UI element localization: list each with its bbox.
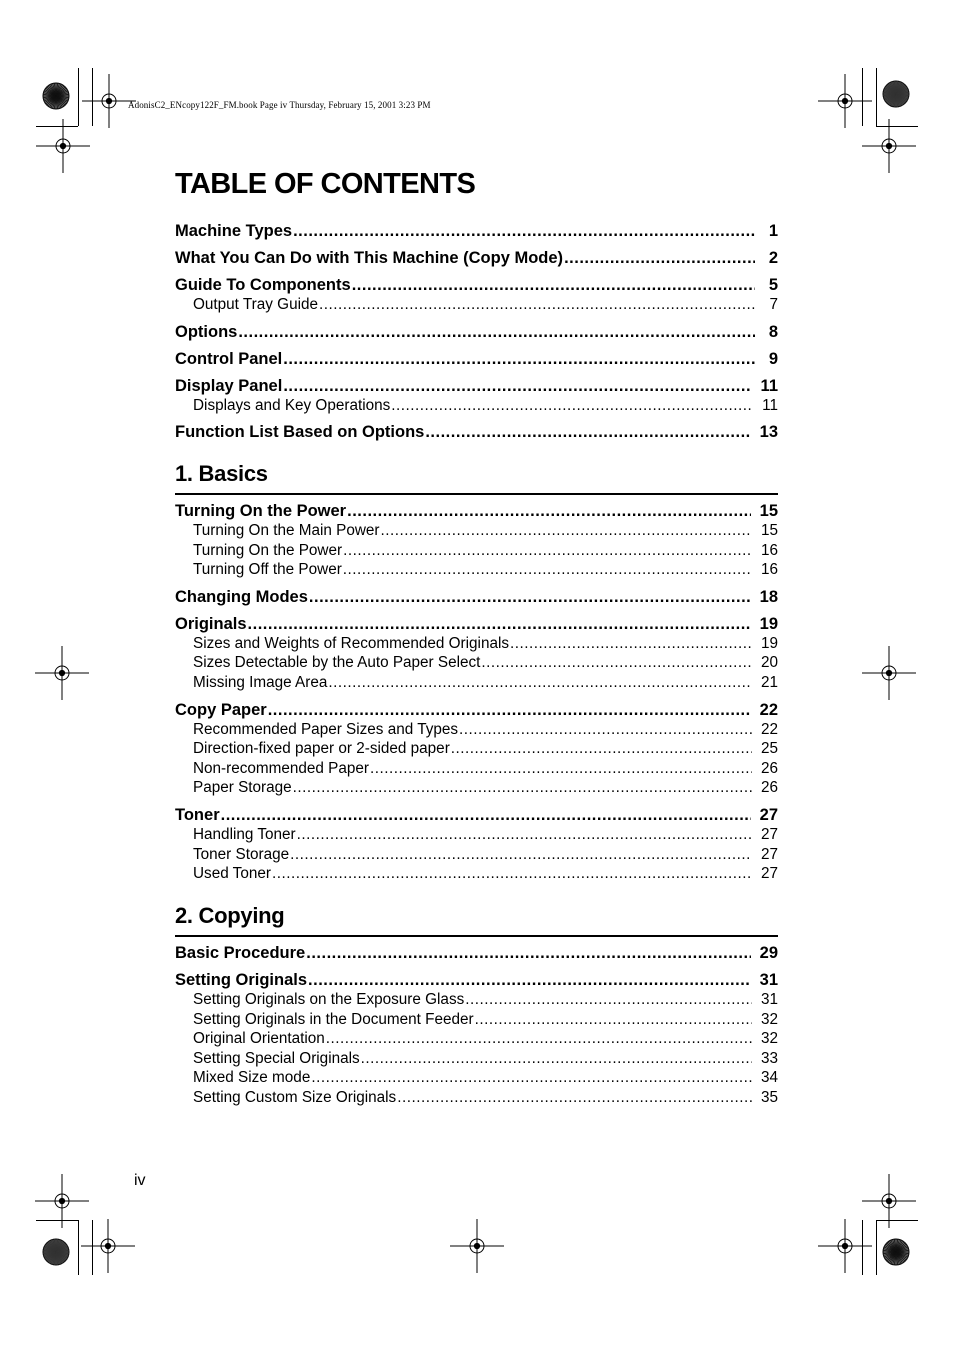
toc-entry-title: Non-recommended Paper: [193, 759, 370, 777]
toc-subentry[interactable]: [175, 561, 778, 581]
toc-entry[interactable]: [175, 377, 778, 397]
toc-subentry[interactable]: [175, 865, 778, 885]
page-number: iv: [134, 1172, 146, 1189]
toc-entry-title: Used Toner: [193, 865, 271, 883]
toc-entry-title: Handling Toner: [193, 825, 296, 843]
toc-entry-title: Sizes and Weights of Recommended Originals: [193, 634, 510, 652]
toc-entry-title: Display Panel: [175, 376, 283, 395]
toc-page-number: 27: [760, 865, 778, 883]
dot-leader: [306, 944, 750, 963]
toc-entry-title: Turning Off the Power: [193, 561, 342, 579]
dot-leader: [564, 249, 755, 268]
toc-page-number: 7: [769, 296, 778, 313]
trim-line: [78, 68, 79, 126]
toc-subentry[interactable]: [175, 296, 778, 316]
toc-chapter-copying: [175, 944, 778, 1109]
crosshair-mark-icon: [862, 646, 916, 700]
dot-leader: [343, 542, 752, 560]
trim-line: [862, 1220, 863, 1275]
color-target-icon: [882, 1238, 910, 1266]
toc-subentry[interactable]: [175, 1011, 778, 1031]
toc-subentry[interactable]: [175, 542, 778, 562]
toc-subentry[interactable]: [175, 397, 778, 417]
toc-page-number: 11: [760, 376, 778, 395]
toc-entry[interactable]: [175, 701, 778, 721]
toc-subentry[interactable]: [175, 635, 778, 655]
toc-entry[interactable]: [175, 615, 778, 635]
chapter-title: 1. Basics: [175, 461, 268, 486]
toc-entry-title: Function List Based on Options: [175, 423, 425, 442]
dot-leader: [297, 826, 752, 844]
toc-entry-title: Machine Types: [175, 222, 293, 240]
toc-page-number: 33: [760, 1049, 778, 1067]
toc-page-number: 34: [760, 1069, 778, 1087]
toc-page-number: 16: [760, 541, 778, 559]
toc-subentry[interactable]: [175, 1050, 778, 1070]
dot-leader: [481, 654, 752, 672]
toc-entry-title: Mixed Size mode: [193, 1069, 311, 1087]
toc-subentry[interactable]: [175, 721, 778, 741]
toc-page-number: 8: [768, 322, 778, 341]
toc-page-number: 31: [760, 991, 778, 1008]
dot-leader: [238, 323, 755, 342]
dot-leader: [510, 635, 752, 653]
toc-subentry[interactable]: [175, 522, 778, 542]
toc-entry[interactable]: [175, 249, 778, 269]
toc-entry-title: Recommended Paper Sizes and Types: [193, 720, 459, 738]
toc-page-number: 1: [768, 222, 778, 240]
toc-subentry[interactable]: [175, 779, 778, 799]
chapter-heading-basics: [175, 461, 778, 495]
toc-entry[interactable]: [175, 806, 778, 826]
dot-leader: [290, 846, 752, 864]
toc-subentry[interactable]: [175, 654, 778, 674]
dot-leader: [391, 397, 753, 415]
trim-line: [78, 1220, 79, 1275]
crosshair-mark-icon: [36, 119, 90, 173]
toc-entry[interactable]: [175, 944, 778, 964]
dot-leader: [272, 865, 752, 883]
dot-leader: [347, 502, 751, 521]
dot-leader: [352, 276, 755, 295]
toc-entry[interactable]: [175, 350, 778, 370]
toc-entry-title: Paper Storage: [193, 779, 292, 797]
toc-page-number: 32: [760, 1010, 778, 1028]
toc-chapter-basics: [175, 502, 778, 885]
toc-entry-title: Direction-fixed paper or 2-sided paper: [193, 740, 450, 758]
trim-line: [36, 126, 78, 127]
toc-subentry[interactable]: [175, 1089, 778, 1109]
dot-leader: [459, 721, 752, 739]
toc-entry[interactable]: [175, 276, 778, 296]
toc-entry-title: What You Can Do with This Machine (Copy Mode): [175, 249, 564, 267]
toc-subentry[interactable]: [175, 674, 778, 694]
trim-line: [876, 1220, 877, 1275]
toc-page-number: 35: [760, 1088, 778, 1106]
toc-entry-title: Turning On the Power: [175, 502, 347, 520]
dot-leader: [308, 971, 751, 990]
toc-page-number: 27: [759, 805, 778, 824]
dot-leader: [221, 806, 751, 825]
trim-line: [92, 1220, 93, 1275]
toc-page-number: 15: [759, 502, 778, 520]
toc-entry-title: Basic Procedure: [175, 944, 306, 962]
toc-page-number: 18: [759, 587, 778, 606]
crosshair-mark-icon: [81, 1219, 135, 1273]
toc-entry[interactable]: [175, 222, 778, 242]
page-title: TABLE OF CONTENTS: [175, 168, 476, 200]
toc-entry-title: Setting Special Originals: [193, 1049, 360, 1067]
toc-page-number: 32: [760, 1030, 778, 1048]
dot-leader: [326, 1030, 752, 1048]
toc-subentry[interactable]: [175, 846, 778, 866]
dot-leader: [283, 350, 755, 369]
dot-leader: [293, 222, 755, 241]
toc-entry-title: Control Panel: [175, 349, 283, 368]
toc-entry-title: Setting Originals in the Document Feeder: [193, 1010, 474, 1028]
dot-leader: [425, 423, 750, 442]
dot-leader: [283, 377, 751, 396]
toc-page-number: 11: [762, 396, 778, 414]
toc-entry-title: Changing Modes: [175, 587, 308, 606]
toc-page-number: 16: [760, 561, 778, 579]
toc-entry-title: Output Tray Guide: [193, 296, 318, 313]
dot-leader: [309, 588, 751, 607]
dot-leader: [311, 1069, 752, 1087]
toc-page-number: 19: [759, 614, 778, 633]
toc-entry[interactable]: [175, 323, 778, 343]
crosshair-mark-icon: [862, 119, 916, 173]
toc-entry-title: Setting Originals on the Exposure Glass: [193, 991, 465, 1008]
chapter-heading-copying: [175, 903, 778, 937]
toc-page-number: 2: [768, 249, 778, 267]
toc-page-number: 25: [760, 740, 778, 758]
toc-entry-title: Guide To Components: [175, 276, 351, 294]
dot-leader: [370, 760, 752, 778]
toc-entry-title: Toner Storage: [193, 845, 290, 863]
trim-line: [876, 68, 877, 126]
color-target-icon: [882, 80, 910, 108]
toc-subentry[interactable]: [175, 991, 778, 1011]
toc-page-number: 20: [760, 654, 778, 672]
trim-line: [862, 68, 863, 126]
toc-entry-title: Copy Paper: [175, 700, 267, 719]
trim-line: [876, 1220, 918, 1221]
toc-subentry[interactable]: [175, 826, 778, 846]
toc-page-number: 5: [768, 276, 778, 294]
toc-entry[interactable]: [175, 971, 778, 991]
toc-page-number: 9: [768, 349, 778, 368]
toc-front-matter: [175, 222, 778, 443]
toc-entry-title: Setting Originals: [175, 971, 308, 989]
toc-entry[interactable]: [175, 423, 778, 443]
crosshair-mark-icon: [450, 1219, 504, 1273]
toc-page-number: 27: [760, 845, 778, 863]
toc-page-number: 27: [760, 825, 778, 843]
trim-line: [36, 1220, 78, 1221]
color-target-icon: [42, 1238, 70, 1266]
trim-line: [92, 68, 93, 126]
toc-subentry[interactable]: [175, 740, 778, 760]
print-header: AdonisC2_ENcopy122F_FM.book Page iv Thursday, February 15, 2001 3:23 PM: [128, 100, 431, 110]
toc-page-number: 31: [759, 971, 778, 989]
dot-leader: [328, 674, 752, 692]
toc-subentry[interactable]: [175, 1030, 778, 1050]
dot-leader: [319, 296, 755, 314]
dot-leader: [343, 561, 752, 579]
dot-leader: [380, 522, 752, 540]
toc-entry-title: Options: [175, 322, 238, 341]
toc-entry[interactable]: [175, 502, 778, 522]
chapter-title: 2. Copying: [175, 903, 285, 928]
toc-page-number: 15: [760, 522, 778, 539]
toc-page-number: 22: [760, 720, 778, 738]
toc-entry[interactable]: [175, 588, 778, 608]
toc-subentry[interactable]: [175, 760, 778, 780]
toc-page-number: 26: [760, 779, 778, 797]
dot-leader: [268, 701, 751, 720]
toc-subentry[interactable]: [175, 1069, 778, 1089]
dot-leader: [248, 615, 751, 634]
toc-entry-title: Turning On the Power: [193, 541, 343, 559]
crosshair-mark-icon: [818, 1219, 872, 1273]
dot-leader: [293, 779, 752, 797]
dot-leader: [465, 991, 752, 1009]
toc-entry-title: Missing Image Area: [193, 673, 328, 691]
dot-leader: [397, 1089, 752, 1107]
dot-leader: [475, 1011, 752, 1029]
toc-entry-title: Setting Custom Size Originals: [193, 1088, 397, 1106]
dot-leader: [451, 740, 752, 758]
toc-entry-title: Originals: [175, 614, 247, 633]
toc-entry-title: Original Orientation: [193, 1030, 325, 1048]
toc-entry-title: Displays and Key Operations: [193, 396, 391, 414]
dot-leader: [361, 1050, 752, 1068]
trim-line: [876, 126, 918, 127]
toc-page-number: 19: [760, 634, 778, 652]
toc-entry-title: Sizes Detectable by the Auto Paper Select: [193, 654, 481, 672]
toc-page-number: 13: [759, 423, 778, 442]
color-target-icon: [42, 82, 70, 110]
toc-entry-title: Toner: [175, 805, 220, 824]
toc-page-number: 26: [760, 759, 778, 777]
crosshair-mark-icon: [35, 646, 89, 700]
toc-entry-title: Turning On the Main Power: [193, 522, 380, 539]
toc-page-number: 21: [760, 673, 778, 691]
toc-page-number: 22: [759, 700, 778, 719]
toc-page-number: 29: [759, 944, 778, 962]
